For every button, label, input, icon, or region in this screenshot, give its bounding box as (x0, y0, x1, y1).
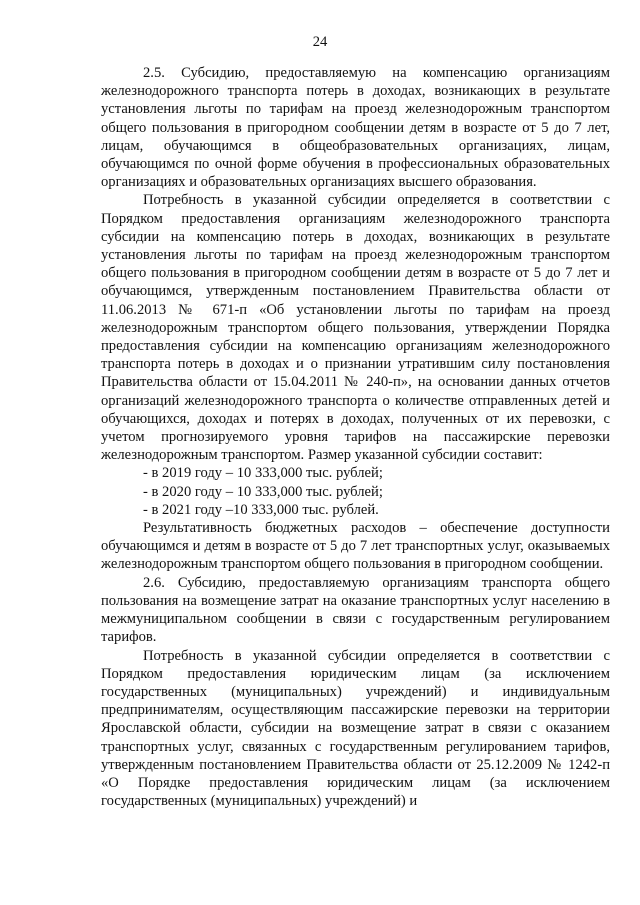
paragraph-need-2-5: Потребность в указанной субсидии определяется в соответствии с Порядком предоставления организациям железнодорожного транспорта субсидии на компенсацию потерь в доходах, возникающих в результате установления льготы по тарифам на проезд железнодорожным транспортом общего пользования в пригородном сообщении детям в возрасте от 5 до 7 лет и обучающимся, утвержденным постановлением Правительства области от 11.06.2013 № 671-п «Об установлении льготы по тарифам на проезд железнодорожным транспортом общего пользования, утверждении Порядка предоставления субсидии на компенсацию организациям железнодорожного транспорта потерь в доходах и о признании утратившим силу постановления Правительства области от 15.04.2011 № 240-п», на основании данных отчетов организаций железнодорожного транспорта о количестве отправленных детей и обучающихся, доходах и потерях в доходах, полученных от их перевозки, с учетом прогнозируемого уровня тарифов на пассажирские перевозки железнодорожным транспортом. Размер указанной субсидии составит: (101, 192, 610, 464)
paragraph-need-2-6: Потребность в указанной субсидии определяется в соответствии с Порядком предоставления юридическим лицам (за исключением государственных (муниципальных) учреждений) и индивидуальным предпринимателям, осуществляющим пассажирские перевозки на территории Ярославской области, субсидии на возмещение затрат в связи с оказанием транспортных услуг, связанных с государственным регулированием тарифов, утвержденным постановлением Правительства области от 25.12.2009 № 1242-п «О Порядке предоставления юридическим лицам (за исключением государственных (муниципальных) учреждений) и (101, 647, 610, 810)
list-item-2019: - в 2019 году – 10 333,000 тыс. рублей; (143, 465, 383, 482)
paragraph-2-6: 2.6. Субсидию, предоставляемую организациям транспорта общего пользования на возмещение затрат на оказание транспортных услуг населению в межмуниципальном сообщении в связи с государственным регулированием тарифов. (101, 574, 610, 646)
document-body (101, 64, 610, 810)
page-number: 24 (312, 34, 328, 50)
paragraph-2-5: 2.5. Субсидию, предоставляемую на компенсацию организациям железнодорожного транспорта потерь в доходах, возникающих в результате установления льготы по тарифам на проезд железнодорожным транспортом общего пользования в пригородном сообщении детям в возрасте от 5 до 7 лет, лицам, обучающимся в общеобразовательных организациях, лицам, обучающимся по очной форме обучения в профессиональных образовательных организациях и образовательных организациях высшего образования. (101, 65, 610, 191)
list-item-2020: - в 2020 году – 10 333,000 тыс. рублей; (143, 483, 383, 500)
list-item-2021: - в 2021 году –10 333,000 тыс. рублей. (143, 501, 379, 518)
paragraph-effectiveness: Результативность бюджетных расходов – обеспечение доступности обучающимся и детям в возрасте от 5 до 7 лет транспортных услуг, оказываемых железнодорожным транспортом общего пользования в пригородном сообщении. (101, 520, 610, 573)
